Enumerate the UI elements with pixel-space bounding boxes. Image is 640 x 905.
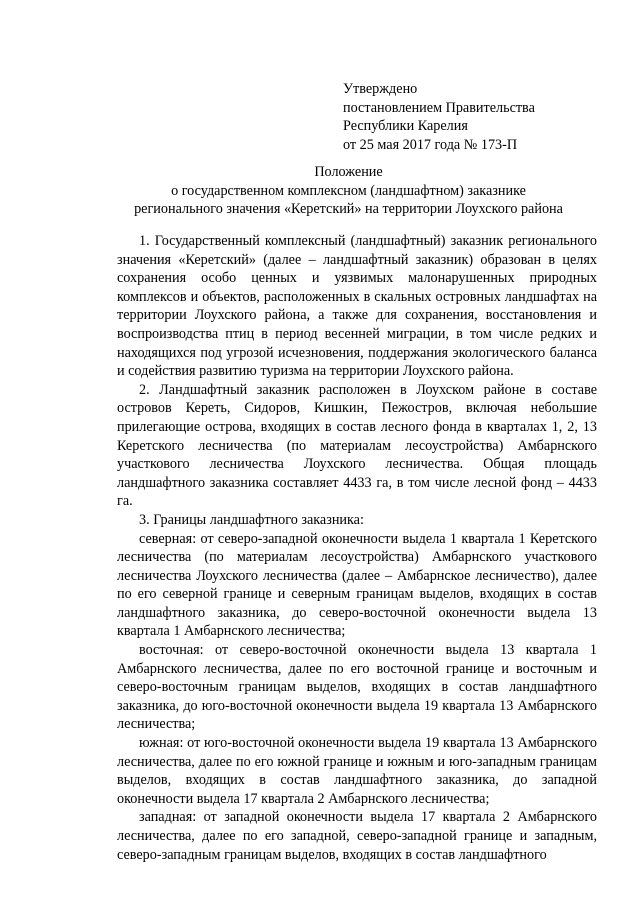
boundary-south: южная: от юго-восточной оконечности выдела 19 квартала 13 Амбарнского лесничества, далее по его южной границе и южным и юго-западным границам выделов, входящих в состав ландшафтного заказника, до западной оконечности выдела 17 квартала 2 Амбарнского лесничества; <box>117 735 597 807</box>
paragraph-2: 2. Ландшафтный заказник расположен в Лоухском районе в составе островов Кереть, Сидоров, Кишкин, Пежостров, включая небольшие прилегающие острова, входящих в состав лесного фонда в кварталах 1, 2, 13 Керетского лесничества (по материалам лесоустройства) Амбарнского участкового лесничества Лоухского лесничества. Общая площадь ландшафтного заказника составляет 4433 га, в том числе лесной фонд – 4433 га. <box>117 381 597 510</box>
boundary-north: северная: от северо-западной оконечности выдела 1 квартала 1 Керетского лесничества (по материалам лесоустройства) Амбарнского участкового лесничества Лоухского лесничества (далее – Амбарнское лесничество), далее по его северной границе и северным границам выделов, входящих в состав ландшафтного заказника, до северо-восточной оконечности выдела 13 квартала 1 Амбарнского лесничества; <box>117 530 597 640</box>
paragraph-3: 3. Границы ландшафтного заказника: <box>139 511 364 528</box>
paragraph-1: 1. Государственный комплексный (ландшафтный) заказник регионального значения «Керетский» (далее – ландшафтный заказник) образован в целях сохранения особо ценных и уязвимых малонарушенных природных комплексов и объектов, расположенных в скальных островных ландшафтах на территории Лоухского района, а также для сохранения, восстановления и воспроизводства птиц в период весенней миграции, в том числе редких и находящихся под угрозой исчезновения, поддержания экологического баланса и содействия развитию туризма на территории Лоухского района. <box>117 233 597 380</box>
approval-line: Утверждено <box>343 81 418 97</box>
approval-line: Республики Карелия <box>343 118 468 135</box>
boundary-east: восточная: от северо-восточной оконечности выдела 13 квартала 1 Амбарнского лесничества, далее по его восточной границе и восточным и северо-восточным границам выделов, входящих в состав ландшафтного заказника, до юго-восточной оконечности выдела 19 квартала 13 Амбарнского лесничества; <box>117 642 597 733</box>
boundary-west: западная: от западной оконечности выдела 17 квартала 2 Амбарнского лесничества, далее по его западной, северо-западной границе и западным, северо-западным границам выделов, входящих в состав ландшафтного <box>117 809 597 863</box>
approval-line: от 25 мая 2017 года № 173-П <box>343 136 518 153</box>
approval-stamp <box>343 80 593 154</box>
document-body <box>117 232 597 864</box>
approval-line: постановлением Правительства <box>343 99 535 116</box>
title-line: регионального значения «Керетский» на территории Лоухского района <box>134 201 563 218</box>
title-line: о государственном комплексном (ландшафтном) заказнике <box>171 182 526 199</box>
document-title <box>100 163 597 219</box>
title-line: Положение <box>314 164 383 180</box>
